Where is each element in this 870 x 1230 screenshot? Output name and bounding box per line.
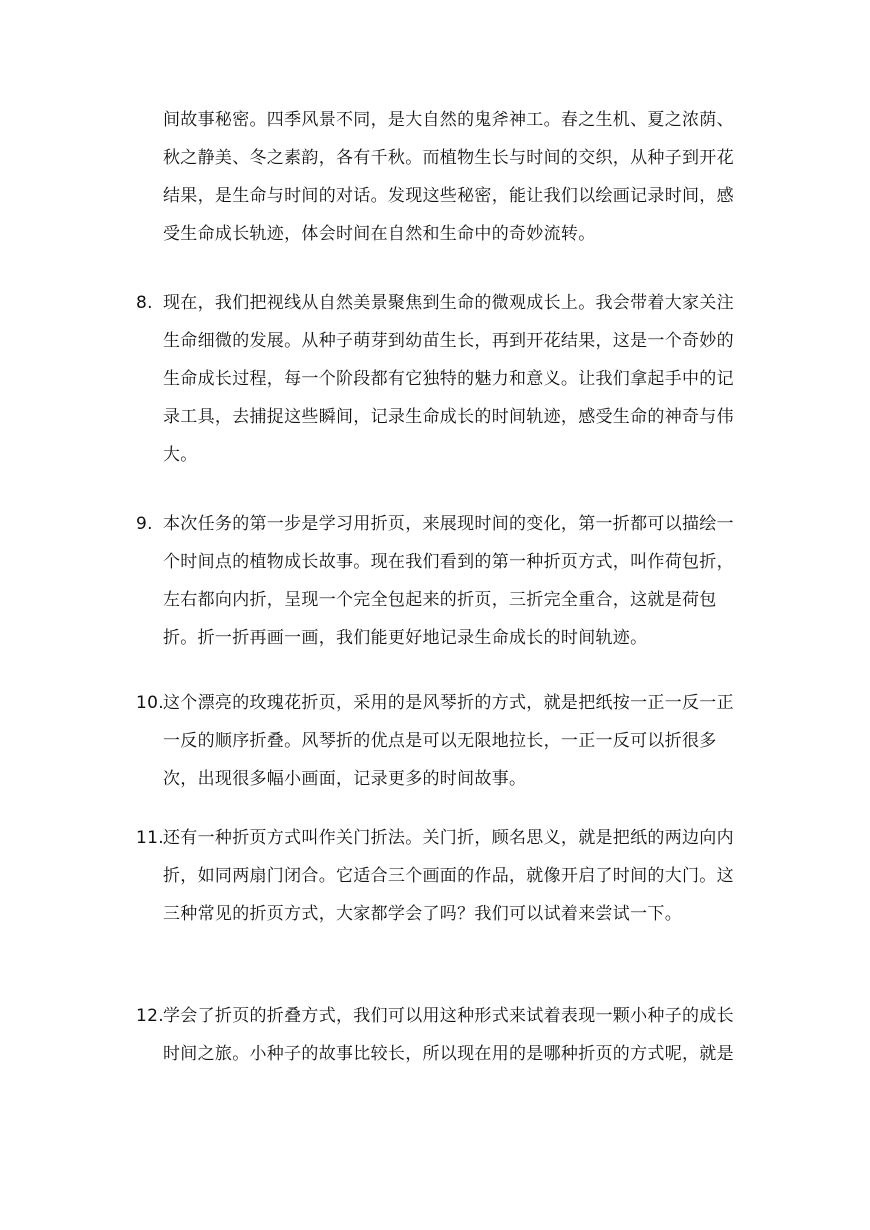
list-item	[136, 997, 746, 1073]
list-item-number: 9.	[136, 514, 153, 534]
continuation-paragraph: 间故事秘密。四季风景不同，是大自然的鬼斧神工。春之生机、夏之浓荫、秋之静美、冬之素韵，各有千秋。而植物生长与时间的交织，从种子到开花结果，是生命与时间的对话。发现这些秘密，能让我们以绘画记录时间，感受生命成长轨迹，体会时间在自然和生命中的奇妙流转。	[163, 110, 734, 244]
list-item-text: 还有一种折页方式叫作关门折法。关门折，顾名思义，就是把纸的两边向内折，如同两扇门闭合。它适合三个画面的作品，就像开启了时间的大门。这三种常见的折页方式，大家都学会了吗？我们可以试着来尝试一下。	[163, 828, 734, 924]
list-item	[136, 284, 746, 474]
list-item	[136, 819, 746, 933]
list-item-number: 12.	[136, 1006, 164, 1026]
list-item	[136, 684, 746, 798]
list-item-text: 现在，我们把视线从自然美景聚焦到生命的微观成长上。我会带着大家关注生命细微的发展。从种子萌芽到幼苗生长，再到开花结果，这是一个奇妙的生命成长过程，每一个阶段都有它独特的魅力和意义。让我们拿起手中的记录工具，去捕捉这些瞬间，记录生命成长的时间轨迹，感受生命的神奇与伟大。	[163, 293, 734, 465]
list-item-number: 11.	[136, 828, 164, 848]
list-item-number: 8.	[136, 293, 153, 313]
list-item-text: 学会了折页的折叠方式，我们可以用这种形式来试着表现一颗小种子的成长时间之旅。小种子的故事比较长，所以现在用的是哪种折页的方式呢，就是	[163, 1006, 734, 1064]
list-item-text: 本次任务的第一步是学习用折页，来展现时间的变化，第一折都可以描绘一个时间点的植物成长故事。现在我们看到的第一种折页方式，叫作荷包折，左右都向内折，呈现一个完全包起来的折页，三折完全重合，这就是荷包折。折一折再画一画，我们能更好地记录生命成长的时间轨迹。	[163, 514, 734, 648]
list-item-text: 这个漂亮的玫瑰花折页，采用的是风琴折的方式，就是把纸按一正一反一正一反的顺序折叠。风琴折的优点是可以无限地拉长，一正一反可以折很多次，出现很多幅小画面，记录更多的时间故事。	[163, 693, 734, 789]
list-item-number: 10.	[136, 693, 164, 713]
list-item	[136, 505, 746, 657]
